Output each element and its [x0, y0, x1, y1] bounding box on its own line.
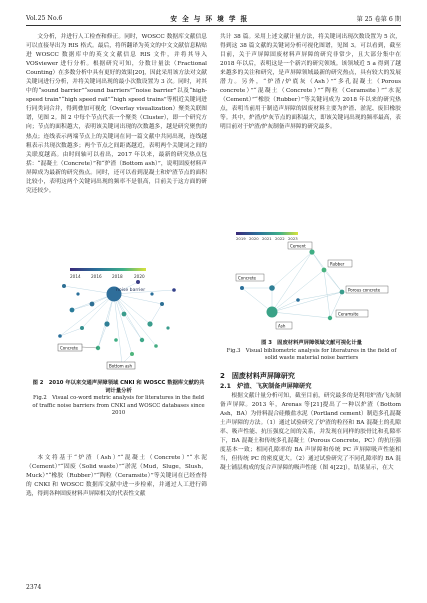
figure-3	[232, 230, 392, 334]
node-label-concrete: Concrete	[238, 275, 257, 281]
node-label-porous-concrete: Porous concrete	[348, 287, 381, 293]
node-label-ash: Ash	[278, 323, 286, 329]
year-label: 2016	[91, 274, 102, 279]
node-concrete	[269, 285, 275, 291]
journal-title: 安 全 与 环 境 学 报	[170, 15, 249, 23]
figure-3-caption-en: Fig.3 Visual bibliometric analysis for literatures in the field of solid waste material noise barriers	[226, 347, 397, 362]
node-ceramsite	[328, 316, 332, 320]
paragraph-method: 文分析，并进行人工检查和修正。同时，WOSCC 数据库文献信息可以直接导出为 RIS 格式。最后，将所翻译为英文的中文文献信息粘贴进 WOSCC 数据库中的英文文献信息 RIS 文件，并将其导入 VOSviewer 进行分析。根据研究可知，分数计量法（Fractional Counting）在多数分析中具有更好的效果[20]，因此采用该方法对文献关键词进行分析，并将关键词出现的最小次数设置为 3 次。同时，对其中的“sound barrier”“sound barriers”“noise barrier”以及“high-speed train”“high speed rail”“high speed trains”等相近关键词进行同类词合并，得到叠加可视化（Overlay visualization）聚类关联图谱，见图 2。图 2 中每个节点代表一个聚类（Cluster），即一个研究方向；节点的面积越大，表明该关键词出现的次数越多，越是研究聚焦的热点；连线表示两端节点上的关键词在同一篇文献中共同出现，连线越粗表示共现次数越多；两个节点之间距离越近，表明两个关键词之间的关联度越高。由时间轴可以看出，2017 年以来，最新的研究热点包括：“混凝土（Concrete）”和“炉渣（Bottom ash）”，说明固废材料声屏障成为最新的研究热点。同时，还可以看到混凝土和炉渣节点的面积比较小，表明这两个关键词出现的频率不是很高，目前关于这方面的研究还较少。	[26, 34, 207, 194]
cooccurrence-map-fig2	[52, 264, 187, 374]
running-header	[26, 12, 401, 24]
left-column-bottom	[26, 454, 207, 499]
paragraph-keywords: 本文将基于“炉渣（Ash）”“混凝土（Concrete）”“水泥（Cement）”“固废（Solid waste）”“淤泥（Mud，Sluge，Slush，Muck）”“橡胶（Rubber）”“陶粒（Ceramsite）”等关键词在已经查得的 CNKI 和 WOSCC 数据库文献中进一步检索，并通过人工进行筛选，得到各种固废材料声屏障相关的代表性文献	[26, 455, 207, 498]
node-label-noise-barrier: noise barrier	[116, 288, 146, 293]
year-label: 2020	[249, 236, 259, 241]
paragraph-analysis: 共计 38 篇。采用上述文献计量方法，将关键词出现次数设置为 5 次，得到这 38 篇文献的关键词分析可视化图谱，见图 3。可以看到，截至目前，关于声屏障固废材料声屏障的研究非常少，且大部分集中在 2018 年以后，表明这是一个新兴的研究领域。该领域近 5 a 得到了越来越多的关注和研究，是声屏障领域最新的研究热点，具有较大的发展潜力。另外，“炉渣/炉底灰（Ash）”“多孔混凝土（Porous concrete）”“混凝土（Concrete）”“陶粒（Ceramsite）”“水泥（Cement）”“橡胶（Rubber）”等关键词成为 2018 年以来的研究热点，表明当前用于制造声屏障的固废材料主要为炉渣、淤泥、废旧橡胶等。其中，炉渣/炉灰节点的面积最大，即该关键词出现的频率最高，表明目前对于炉渣/炉灰制备声屏障的研究最多。	[220, 34, 401, 131]
year-label: 2019	[236, 236, 246, 241]
figure-2-caption	[30, 380, 207, 418]
year-label: 2018	[112, 274, 123, 279]
figure-2	[52, 264, 187, 374]
cooccurrence-map-fig3	[232, 230, 392, 334]
header-rule	[26, 25, 401, 26]
figure-3-caption-cn: 图 3 固废材料声屏障领域文献可视化计量	[261, 340, 362, 346]
year-label: 2021	[262, 236, 272, 241]
node-label-bottom-ash: Bottom ash	[109, 363, 133, 369]
node-porous-concrete	[340, 290, 345, 295]
year-label: 2014	[70, 274, 81, 279]
page-number: 2374	[26, 584, 42, 591]
figure-3-caption	[222, 340, 401, 363]
figure-2-caption-cn: 图 2 2010 年以来交通声屏障领域 CNKI 和 WOSCC 数据库文献的共词计量分析	[32, 380, 205, 394]
node-cement	[309, 249, 314, 254]
volume-issue-cn: 第 25 卷第 6 期	[356, 15, 401, 23]
paragraph-bottom-ash: 根据文献计量分析可知，截至目前，研究最多的是利用炉渣/飞灰制备声屏障。2013 年，Arenas 等[21]提出了一种以炉渣（Bottom Ash，BA）为骨料混合硅酸盐水泥（Portland cement）制造多孔混凝土声屏障的方法。（1）通过试验研究了炉渣的粒径和 BA 混凝土的孔隙率、吸声性能、抗压强度之间的关系，并发现在同样的胶骨比和孔隙率下，BA 混凝土和传统多孔混凝土（Porous Concrete，PC）的抗压强度基本一致；相同孔隙率的 BA 声屏障和传统 PC 声屏障吸声性能相当，但传统 PC 的密度更大。（2）通过试验研究了不同孔隙率的 BA 混凝土铺层构成的复合声屏障的吸声性能（图 4[22]），结果显示，在大	[220, 393, 401, 472]
year-label: 2023	[288, 236, 298, 241]
section-2-title: 2 固废材料声屏障研究	[220, 372, 295, 380]
node-label-cement: Cement	[290, 243, 306, 249]
time-gradient-bar	[236, 232, 298, 235]
left-column	[26, 33, 207, 263]
figure-2-caption-en: Fig.2 Visual co-word metric analysis for literatures in the field of traffic noise barriers from CNKI and WOSCC databases since 2010	[32, 395, 205, 417]
section-2-1-title: 2.1 炉渣、飞灰制备声屏障研究	[220, 383, 312, 390]
volume-issue: Vol.25 No.6	[26, 14, 63, 22]
node-ash	[267, 307, 278, 318]
node-label-rubber: Rubber	[330, 261, 345, 267]
node-label-ceramsite: Ceramsite	[338, 311, 359, 317]
time-gradient-bar	[70, 268, 146, 271]
year-label: 2020	[134, 274, 145, 279]
node-label-concrete: Concrete	[60, 345, 79, 351]
year-label: 2022	[275, 236, 285, 241]
section-2	[220, 366, 401, 473]
right-column	[220, 33, 401, 133]
node-rubber	[322, 268, 327, 273]
